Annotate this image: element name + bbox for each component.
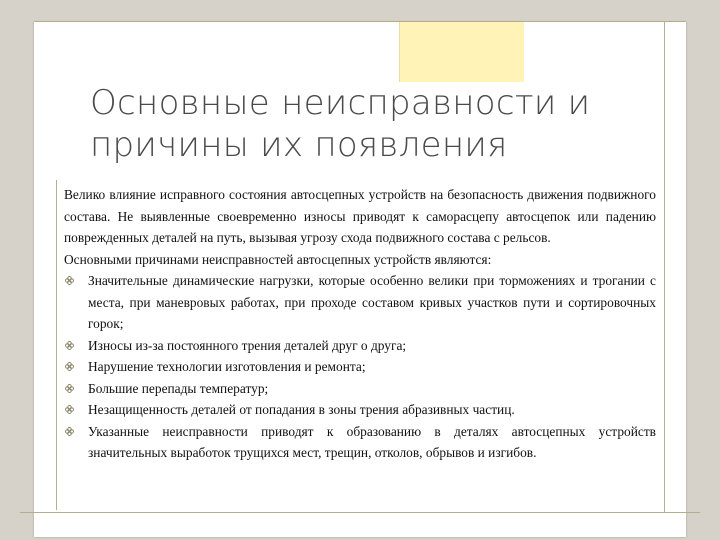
hollow-flower-bullet-icon [65, 341, 74, 350]
list-item [64, 378, 656, 400]
decor-line-top [34, 21, 686, 22]
list-item [64, 399, 656, 421]
hollow-flower-bullet-icon [65, 362, 74, 371]
decor-line-left-vertical [56, 180, 57, 510]
list-item [64, 356, 656, 378]
list-item [64, 421, 656, 464]
list-item-text: Значительные динамические нагрузки, которые особенно велики при торможениях и трогании с места, при маневровых работах, при проходе составом кривых участков пути и сортировочных горок; [88, 273, 656, 331]
list-item-text: Большие перепады температур; [88, 380, 269, 396]
intro-paragraph: Велико влияние исправного состояния автосцепных устройств на безопасность движения подвижного состава. Не выявленные своевременно износы приводят к саморасцепу автосцепок или падению поврежденных деталей на путь, вызывая угрозу схода подвижного состава с рельсов. [64, 187, 656, 245]
decor-line-bottom [20, 512, 700, 513]
slide-body [64, 184, 656, 464]
causes-heading: Основными причинами неисправностей автосцепных устройств являются: [64, 251, 492, 267]
list-item-text: Указанные неисправности приводят к образованию в деталях автосцепных устройств значительных выработок трущихся мест, трещин, отколов, обрывов и изгибов. [88, 423, 656, 460]
hollow-flower-bullet-icon [65, 427, 74, 436]
title-line: причины их появления [90, 125, 508, 165]
hollow-flower-bullet-icon [65, 276, 74, 285]
causes-list [64, 270, 656, 464]
hollow-flower-bullet-icon [65, 384, 74, 393]
list-item-text: Незащищенность деталей от попадания в зоны трения абразивных частиц. [88, 402, 515, 417]
slide-title [90, 82, 690, 166]
list-item [64, 335, 656, 357]
list-item-text: Износы из-за постоянного трения деталей друг о друга; [88, 337, 407, 353]
list-item-text: Нарушение технологии изготовления и ремонта; [88, 359, 366, 374]
list-item [64, 270, 656, 335]
title-line: Основные неисправности и [90, 83, 591, 123]
accent-box [399, 22, 524, 82]
hollow-flower-bullet-icon [65, 405, 74, 414]
